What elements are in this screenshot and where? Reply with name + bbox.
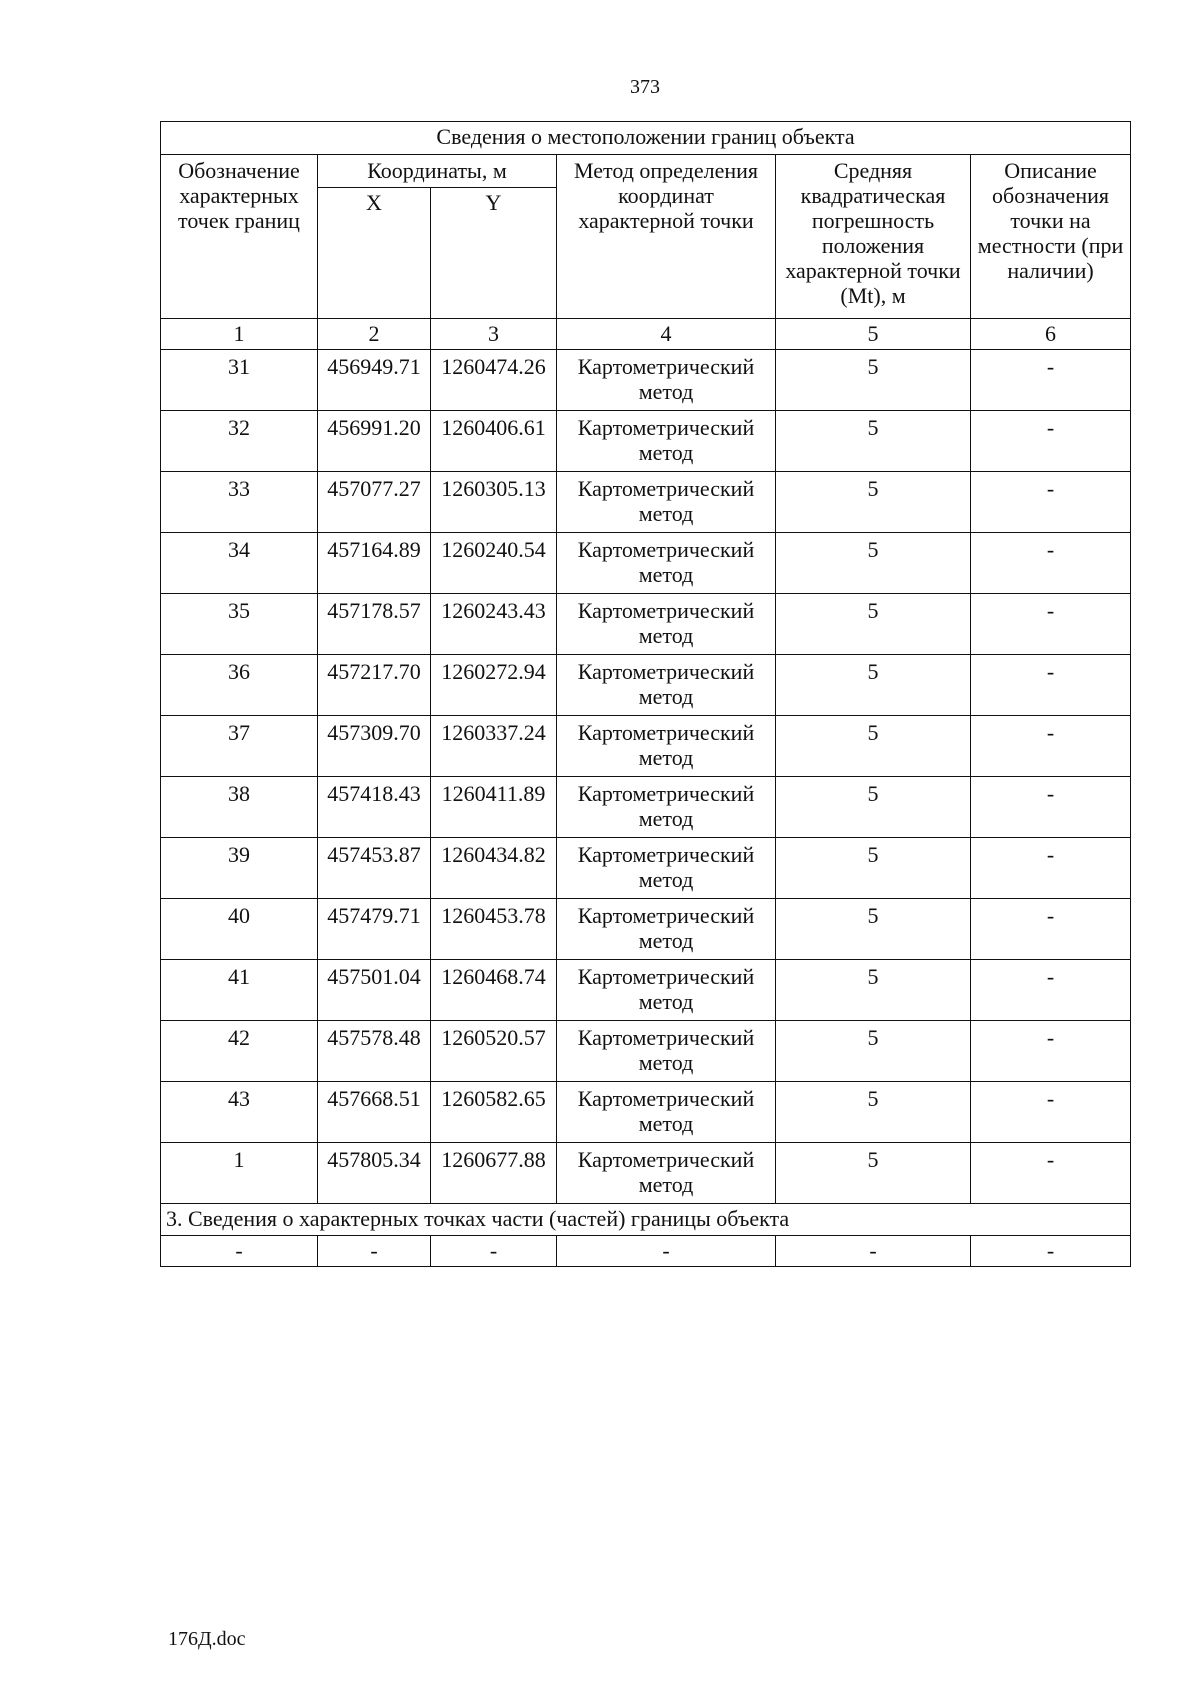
empty-cell: - bbox=[161, 1236, 318, 1267]
header-point-designation: Обозначение характерных точек границ bbox=[161, 155, 318, 319]
method-cell: Картометрический метод bbox=[557, 838, 776, 899]
point-cell: 37 bbox=[161, 716, 318, 777]
x-cell: 456949.71 bbox=[318, 350, 431, 411]
y-cell: 1260434.82 bbox=[431, 838, 557, 899]
description-cell: - bbox=[971, 411, 1131, 472]
error-cell: 5 bbox=[776, 716, 971, 777]
error-cell: 5 bbox=[776, 533, 971, 594]
method-cell: Картометрический метод bbox=[557, 655, 776, 716]
table-row bbox=[161, 777, 1131, 838]
x-cell: 456991.20 bbox=[318, 411, 431, 472]
point-cell: 1 bbox=[161, 1143, 318, 1204]
error-cell: 5 bbox=[776, 472, 971, 533]
x-cell: 457217.70 bbox=[318, 655, 431, 716]
x-cell: 457418.43 bbox=[318, 777, 431, 838]
description-cell: - bbox=[971, 472, 1131, 533]
x-cell: 457309.70 bbox=[318, 716, 431, 777]
point-cell: 42 bbox=[161, 1021, 318, 1082]
description-cell: - bbox=[971, 777, 1131, 838]
empty-cell: - bbox=[318, 1236, 431, 1267]
y-cell: 1260582.65 bbox=[431, 1082, 557, 1143]
description-cell: - bbox=[971, 960, 1131, 1021]
column-number: 6 bbox=[971, 319, 1131, 350]
y-cell: 1260243.43 bbox=[431, 594, 557, 655]
table-row bbox=[161, 716, 1131, 777]
y-cell: 1260520.57 bbox=[431, 1021, 557, 1082]
column-number: 5 bbox=[776, 319, 971, 350]
error-cell: 5 bbox=[776, 899, 971, 960]
description-cell: - bbox=[971, 655, 1131, 716]
header-mean-error: Средняя квадратическая погрешность положения характерной точки (Mt), м bbox=[776, 155, 971, 319]
method-cell: Картометрический метод bbox=[557, 777, 776, 838]
boundary-coordinates-table bbox=[160, 121, 1131, 1267]
point-cell: 36 bbox=[161, 655, 318, 716]
table-row bbox=[161, 533, 1131, 594]
error-cell: 5 bbox=[776, 838, 971, 899]
description-cell: - bbox=[971, 899, 1131, 960]
point-cell: 40 bbox=[161, 899, 318, 960]
point-cell: 43 bbox=[161, 1082, 318, 1143]
x-cell: 457668.51 bbox=[318, 1082, 431, 1143]
point-cell: 38 bbox=[161, 777, 318, 838]
description-cell: - bbox=[971, 533, 1131, 594]
y-cell: 1260677.88 bbox=[431, 1143, 557, 1204]
table-row bbox=[161, 899, 1131, 960]
x-cell: 457479.71 bbox=[318, 899, 431, 960]
empty-cell: - bbox=[971, 1236, 1131, 1267]
table-row bbox=[161, 838, 1131, 899]
point-cell: 34 bbox=[161, 533, 318, 594]
method-cell: Картометрический метод bbox=[557, 594, 776, 655]
column-number: 4 bbox=[557, 319, 776, 350]
method-cell: Картометрический метод bbox=[557, 1143, 776, 1204]
point-cell: 31 bbox=[161, 350, 318, 411]
header-description: Описание обозначения точки на местности (при наличии) bbox=[971, 155, 1131, 319]
x-cell: 457578.48 bbox=[318, 1021, 431, 1082]
table-row bbox=[161, 472, 1131, 533]
y-cell: 1260240.54 bbox=[431, 533, 557, 594]
error-cell: 5 bbox=[776, 655, 971, 716]
y-cell: 1260272.94 bbox=[431, 655, 557, 716]
y-cell: 1260406.61 bbox=[431, 411, 557, 472]
y-cell: 1260337.24 bbox=[431, 716, 557, 777]
description-cell: - bbox=[971, 838, 1131, 899]
column-number: 1 bbox=[161, 319, 318, 350]
table-row bbox=[161, 594, 1131, 655]
y-cell: 1260305.13 bbox=[431, 472, 557, 533]
method-cell: Картометрический метод bbox=[557, 1082, 776, 1143]
header-method: Метод определения координат характерной точки bbox=[557, 155, 776, 319]
x-cell: 457805.34 bbox=[318, 1143, 431, 1204]
header-x: X bbox=[318, 188, 431, 319]
description-cell: - bbox=[971, 716, 1131, 777]
table-row bbox=[161, 1021, 1131, 1082]
point-cell: 41 bbox=[161, 960, 318, 1021]
table-row bbox=[161, 960, 1131, 1021]
error-cell: 5 bbox=[776, 1082, 971, 1143]
point-cell: 35 bbox=[161, 594, 318, 655]
document-filename: 176Д.doc bbox=[168, 1628, 246, 1650]
method-cell: Картометрический метод bbox=[557, 960, 776, 1021]
point-cell: 39 bbox=[161, 838, 318, 899]
error-cell: 5 bbox=[776, 960, 971, 1021]
description-cell: - bbox=[971, 594, 1131, 655]
method-cell: Картометрический метод bbox=[557, 411, 776, 472]
y-cell: 1260474.26 bbox=[431, 350, 557, 411]
method-cell: Картометрический метод bbox=[557, 350, 776, 411]
point-cell: 32 bbox=[161, 411, 318, 472]
method-cell: Картометрический метод bbox=[557, 472, 776, 533]
error-cell: 5 bbox=[776, 594, 971, 655]
header-coordinates: Координаты, м bbox=[318, 155, 557, 188]
description-cell: - bbox=[971, 1143, 1131, 1204]
error-cell: 5 bbox=[776, 411, 971, 472]
page-number: 373 bbox=[630, 76, 660, 98]
empty-cell: - bbox=[776, 1236, 971, 1267]
x-cell: 457453.87 bbox=[318, 838, 431, 899]
x-cell: 457178.57 bbox=[318, 594, 431, 655]
x-cell: 457077.27 bbox=[318, 472, 431, 533]
error-cell: 5 bbox=[776, 777, 971, 838]
x-cell: 457164.89 bbox=[318, 533, 431, 594]
empty-cell: - bbox=[557, 1236, 776, 1267]
method-cell: Картометрический метод bbox=[557, 716, 776, 777]
point-cell: 33 bbox=[161, 472, 318, 533]
table-title: Сведения о местоположении границ объекта bbox=[161, 122, 1131, 155]
y-cell: 1260411.89 bbox=[431, 777, 557, 838]
x-cell: 457501.04 bbox=[318, 960, 431, 1021]
error-cell: 5 bbox=[776, 1143, 971, 1204]
table-row bbox=[161, 1143, 1131, 1204]
column-number: 3 bbox=[431, 319, 557, 350]
section-3-title: 3. Сведения о характерных точках части (частей) границы объекта bbox=[161, 1204, 1131, 1236]
empty-cell: - bbox=[431, 1236, 557, 1267]
column-number-row bbox=[161, 319, 1131, 350]
error-cell: 5 bbox=[776, 1021, 971, 1082]
header-y: Y bbox=[431, 188, 557, 319]
method-cell: Картометрический метод bbox=[557, 1021, 776, 1082]
description-cell: - bbox=[971, 350, 1131, 411]
table-row bbox=[161, 1082, 1131, 1143]
y-cell: 1260468.74 bbox=[431, 960, 557, 1021]
description-cell: - bbox=[971, 1021, 1131, 1082]
method-cell: Картометрический метод bbox=[557, 533, 776, 594]
table-row bbox=[161, 350, 1131, 411]
table-row bbox=[161, 655, 1131, 716]
method-cell: Картометрический метод bbox=[557, 899, 776, 960]
section-3-row bbox=[161, 1236, 1131, 1267]
y-cell: 1260453.78 bbox=[431, 899, 557, 960]
column-number: 2 bbox=[318, 319, 431, 350]
description-cell: - bbox=[971, 1082, 1131, 1143]
error-cell: 5 bbox=[776, 350, 971, 411]
table-row bbox=[161, 411, 1131, 472]
